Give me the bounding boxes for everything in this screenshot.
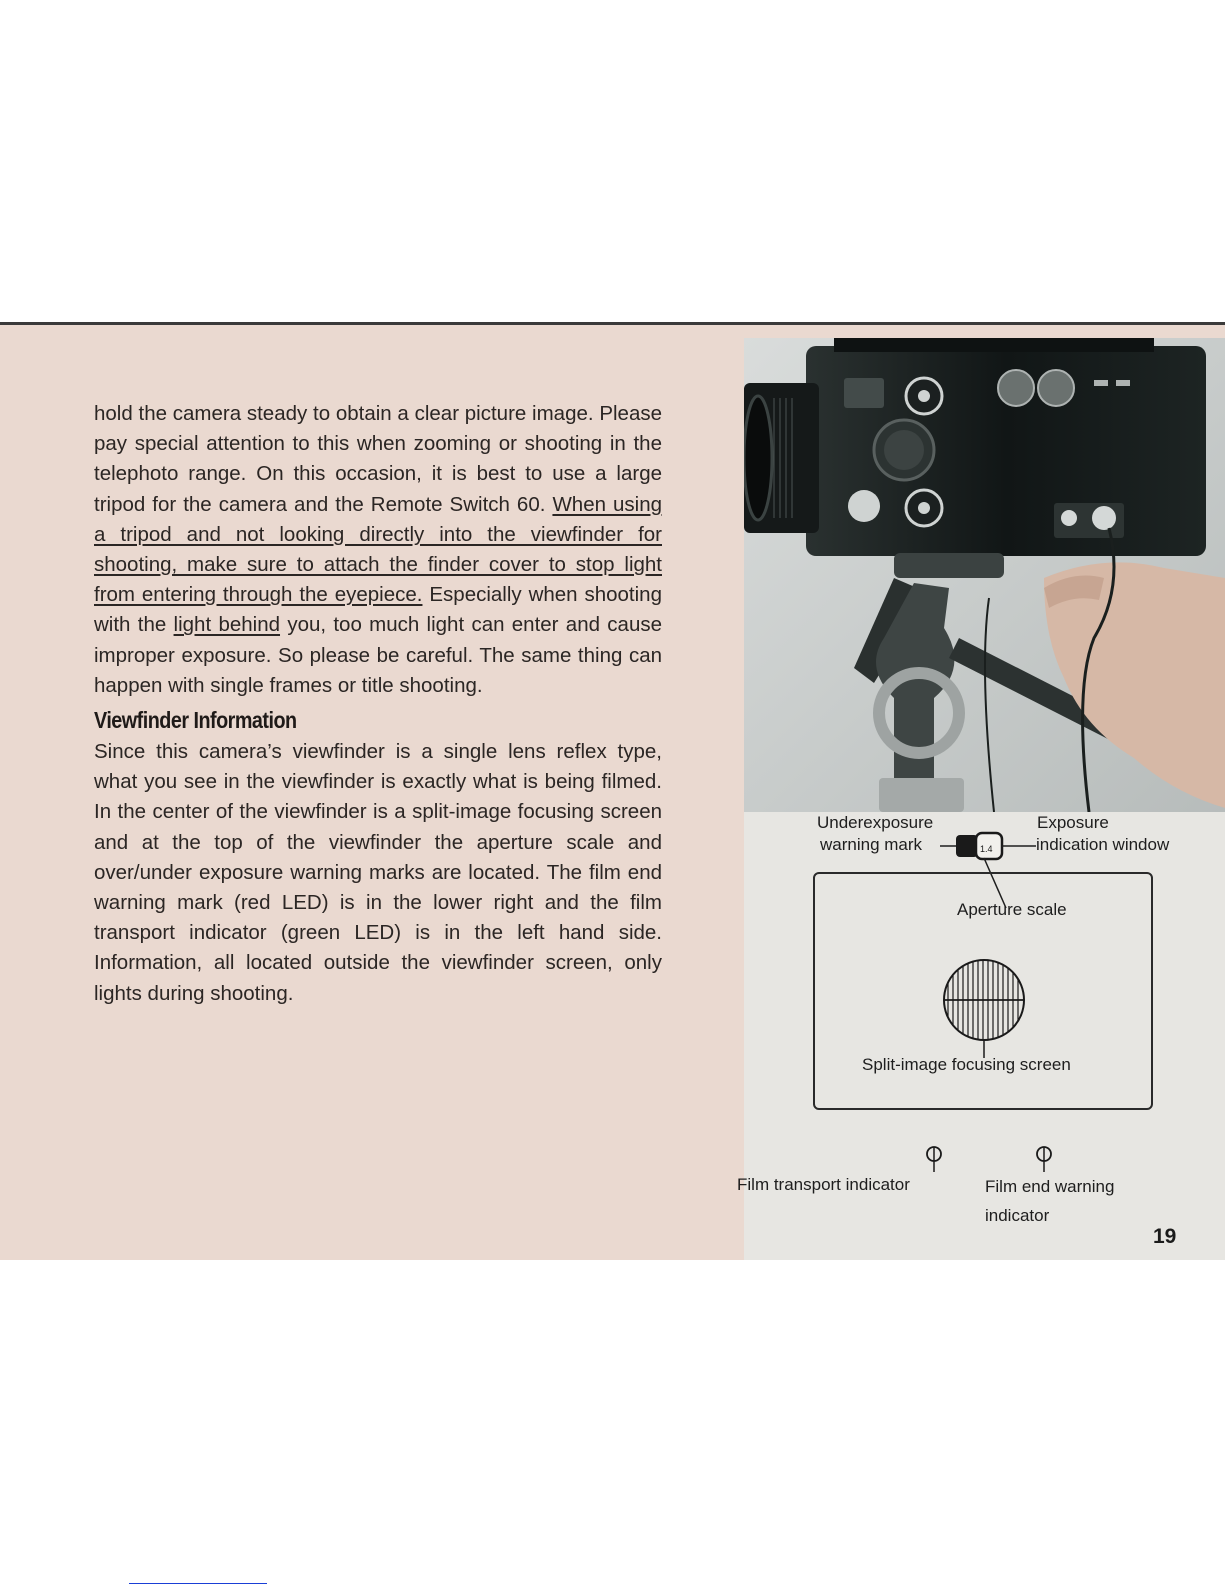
label-aperture-scale: Aperture scale <box>957 900 1067 919</box>
label-split-image-focusing-screen: Split-image focusing screen <box>862 1055 1071 1074</box>
split-image-circle-icon <box>940 958 1030 1058</box>
body-intro: hold the camera steady to obtain a clear picture image. Please pay special attention to this when zooming or shooting in the telephoto range. On this occasion, it is best to use a large tripod for the camera and the Remote Switch 60. <box>94 402 662 516</box>
label-film-end-warning: Film end warning <box>985 1177 1115 1196</box>
label-warning-mark: warning mark <box>820 835 923 854</box>
manual-page <box>0 322 1225 1260</box>
section-heading: Viewfinder Information <box>94 707 297 734</box>
page-number: 19 <box>1153 1225 1177 1248</box>
body-continuation-2: you, too much light can enter and cause improper exposure. So please be careful. The same thing can happen with single frames or title shooting. <box>94 613 662 697</box>
camera-photo <box>744 338 1225 812</box>
label-indicator: indicator <box>985 1206 1050 1225</box>
label-indication-window: indication window <box>1036 835 1170 854</box>
film-transport-led-icon <box>924 1144 944 1174</box>
label-exposure: Exposure <box>1037 813 1109 832</box>
film-end-led-icon <box>1034 1144 1054 1174</box>
light-behind-text: light behind <box>173 613 281 637</box>
label-film-transport-indicator: Film transport indicator <box>737 1175 910 1194</box>
aperture-value-text: 1.4 <box>980 844 993 854</box>
tripod-warning: When using a tripod and not looking directly into the viewfinder for shooting, make sure to attach the finder cover to stop light from entering through the eyepiece. <box>94 492 662 607</box>
link-underline[interactable] <box>129 1583 267 1584</box>
camera-on-tripod-illustration <box>744 338 1225 812</box>
body-paragraph <box>94 399 662 701</box>
text-column <box>94 399 662 1009</box>
label-underexposure: Underexposure <box>817 813 934 832</box>
page-top-border <box>0 322 1225 325</box>
body-continuation: Especially when shooting with the <box>94 583 662 637</box>
viewfinder-paragraph: Since this camera’s viewfinder is a single lens reflex type, what you see in the viewfinder is exactly what is being filmed. In the center of the viewfinder is a split-image focusing screen and at the top of the viewfinder the aperture scale and over/under exposure warning marks are located. The film end warning mark (red LED) is in the lower right and the film transport indicator (green LED) is in the left hand side. Information, all located outside the viewfinder screen, only lights during shooting. <box>94 740 662 1005</box>
